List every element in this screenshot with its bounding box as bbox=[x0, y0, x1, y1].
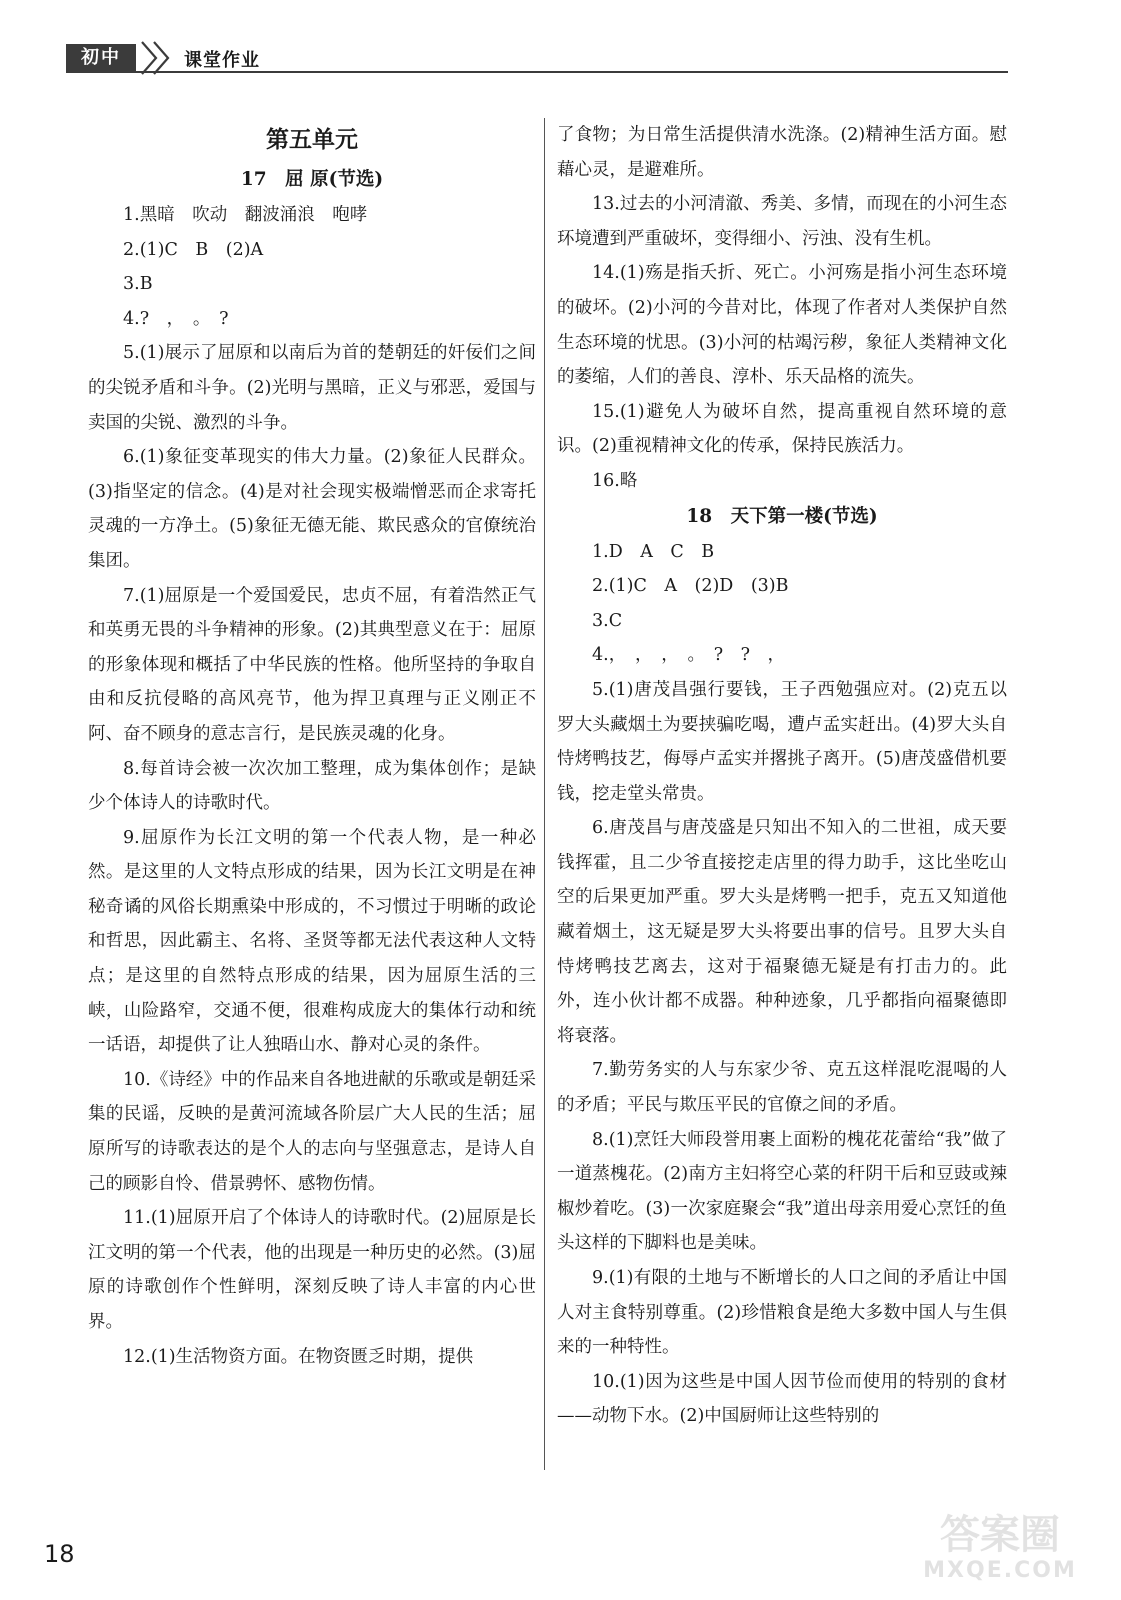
answer-paragraph: 6.唐茂昌与唐茂盛是只知出不知入的二世祖，成天要钱挥霍，且二少爷直接挖走店里的得力助手，这比坐吃山空的后果更加严重。罗大头是烤鸭一把手，克五又知道他藏着烟土，这无疑是罗大头将要出事的信号。且罗大头自恃烤鸭技艺离去，这对于福聚德无疑是有打击力的。此外，连小伙计都不成器。种种迹象，几乎都指向福聚德即将衰落。 bbox=[557, 818, 1007, 1046]
answer-paragraph: 8.(1)烹饪大师段誉用裹上面粉的槐花花蕾给“我”做了一道蒸槐花。(2)南方主妇将空心菜的秆阴干后和豆豉或辣椒炒着吃。(3)一次家庭聚会“我”道出母亲用爱心烹饪的鱼头这样的下脚料也是美味。 bbox=[557, 1129, 1007, 1254]
lesson-title: 18 天下第一楼(节选) bbox=[686, 505, 878, 527]
answer-paragraph: 7.勤劳务实的人与东家少爷、克五这样混吃混喝的人的矛盾；平民与欺压平民的官僚之间的矛盾。 bbox=[557, 1060, 1007, 1116]
answer-paragraph: 3.B bbox=[123, 274, 153, 295]
answer-paragraph: 9.(1)有限的土地与不断增长的人口之间的矛盾让中国人对主食特别尊重。(2)珍惜粮食是绝大多数中国人与生俱来的一种特性。 bbox=[557, 1268, 1007, 1358]
answer-paragraph: 1.D A C B bbox=[592, 541, 715, 562]
answer-paragraph: 15.(1)避免人为破坏自然，提高重视自然环境的意识。(2)重视精神文化的传承，保持民族活力。 bbox=[557, 401, 1007, 457]
answer-paragraph: 5.(1)展示了屈原和以南后为首的楚朝廷的奸佞们之间的尖锐矛盾和斗争。(2)光明与黑暗，正义与邪恶，爱国与卖国的尖锐、激烈的斗争。 bbox=[88, 343, 536, 433]
answer-paragraph: 6.(1)象征变革现实的伟大力量。(2)象征人民群众。(3)指坚定的信念。(4)是对社会现实极端憎恶而企求寄托灵魂的一方净土。(5)象征无德无能、欺民惑众的官僚统治集团。 bbox=[88, 447, 536, 571]
continued-paragraph: 了食物；为日常生活提供清水洗涤。(2)精神生活方面。慰藉心灵，是避难所。 bbox=[557, 125, 1007, 180]
answer-paragraph: 2.(1)C A (2)D (3)B bbox=[592, 576, 789, 597]
page-header bbox=[66, 44, 1008, 74]
watermark bbox=[900, 1512, 1100, 1592]
answer-paragraph: 10.(1)因为这些是中国人因节俭而使用的特别的食材——动物下水。(2)中国厨师让这些特别的 bbox=[557, 1371, 1007, 1427]
answer-paragraph: 9.屈原作为长江文明的第一个代表人物，是一种必然。是这里的人文特点形成的结果，因为长江文明是在神秘奇谲的风俗长期熏染中形成的，不习惯过于明晰的政论和哲思，因此霸主、名将、圣贤等都无法代表这种人文特点；是这里的自然特点形成的结果，因为屈原生活的三峡，山险路窄，交通不便，很难构成庞大的集体行动和统一话语，却提供了让人独晤山水、静对心灵的条件。 bbox=[88, 827, 536, 1056]
answer-paragraph: 4.， ， ， 。 ? ? ， bbox=[592, 645, 785, 666]
watermark-url: MXQE.COM bbox=[923, 1558, 1077, 1583]
left-column bbox=[88, 118, 536, 1374]
answer-paragraph: 2.(1)C B (2)A bbox=[123, 239, 264, 260]
answer-paragraph: 3.C bbox=[592, 610, 623, 631]
answer-paragraph: 7.(1)屈原是一个爱国爱民，忠贞不屈，有着浩然正气和英勇无畏的斗争精神的形象。(2)其典型意义在于：屈原的形象体现和概括了中华民族的性格。他所坚持的争取自由和反抗侵略的高风亮节，他为捍卫真理与正义刚正不阿、奋不顾身的意志言行，是民族灵魂的化身。 bbox=[88, 585, 536, 744]
answer-paragraph: 16.略 bbox=[592, 470, 638, 491]
level-badge: 初中 bbox=[66, 44, 136, 72]
answer-paragraph: 10.《诗经》中的作品来自各地进献的乐歌或是朝廷采集的民谣，反映的是黄河流域各阶层广大人民的生活；屈原所写的诗歌表达的是个人的志向与坚强意志，是诗人自己的顾影自怜、借景骋怀、感物伤情。 bbox=[88, 1069, 536, 1194]
right-column bbox=[557, 118, 1007, 1434]
answer-paragraph: 12.(1)生活物资方面。在物资匮乏时期，提供 bbox=[123, 1346, 474, 1367]
page-number: 18 bbox=[44, 1540, 75, 1568]
answer-paragraph: 4.? ， 。 ? bbox=[123, 308, 229, 329]
unit-title: 第五单元 bbox=[266, 126, 358, 153]
lesson-title: 17 屈 原(节选) bbox=[240, 169, 384, 190]
header-rule bbox=[66, 71, 1008, 73]
column-divider bbox=[544, 118, 545, 1470]
answer-paragraph: 13.过去的小河清澈、秀美、多情，而现在的小河生态环境遭到严重破坏，变得细小、污浊、没有生机。 bbox=[557, 194, 1007, 249]
answer-paragraph: 8.每首诗会被一次次加工整理，成为集体创作；是缺少个体诗人的诗歌时代。 bbox=[88, 758, 536, 814]
header-title: 课堂作业 bbox=[184, 50, 260, 71]
answer-paragraph: 14.(1)殇是指夭折、死亡。小河殇是指小河生态环境的破坏。(2)小河的今昔对比，体现了作者对人类保护自然生态环境的忧思。(3)小河的枯竭污秽，象征人类精神文化的萎缩，人们的善良、淳朴、乐天品格的流失。 bbox=[557, 263, 1007, 388]
answer-paragraph: 1.黑暗 吹动 翻波涌浪 咆哮 bbox=[123, 205, 368, 225]
watermark-text: 答案圈 bbox=[940, 1512, 1060, 1558]
answer-paragraph: 11.(1)屈原开启了个体诗人的诗歌时代。(2)屈原是长江文明的第一个代表，他的出现是一种历史的必然。(3)屈原的诗歌创作个性鲜明，深刻反映了诗人丰富的内心世界。 bbox=[88, 1208, 536, 1332]
answer-paragraph: 5.(1)唐茂昌强行要钱，王子西勉强应对。(2)克五以罗大头藏烟土为要挟骗吃喝，遭卢孟实赶出。(4)罗大头自恃烤鸭技艺，侮辱卢孟实并撂挑子离开。(5)唐茂盛借机要钱，挖走堂头常贵。 bbox=[557, 679, 1007, 804]
